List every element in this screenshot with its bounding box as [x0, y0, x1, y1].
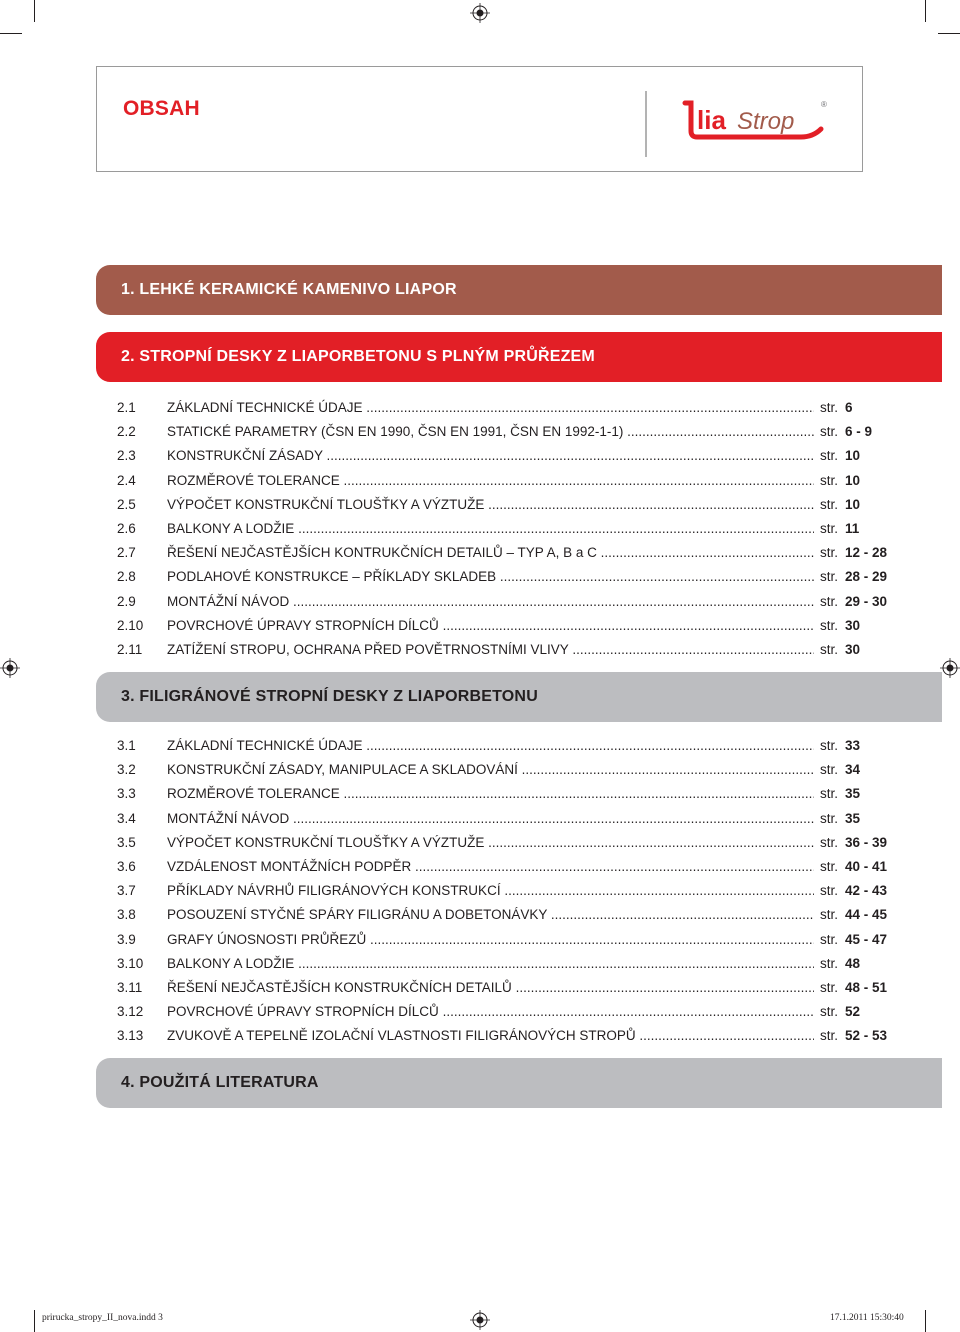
svg-text:lia: lia [697, 105, 726, 135]
crop-mark-bottom-right [925, 1310, 926, 1332]
toc-entry-page: 48 - 51 [845, 979, 888, 995]
toc-entry-title: VÝPOČET KONSTRUKČNÍ TLOUŠŤKY A VÝZTUŽE ..... [167, 493, 834, 517]
toc-entry-title: MONTÁŽNÍ NÁVOD ..... [167, 807, 834, 831]
section-heading-1: 1. LEHKÉ KERAMICKÉ KAMENIVO LIAPOR [96, 265, 942, 315]
crop-mark-left-top [0, 33, 22, 34]
toc-entry [117, 396, 907, 420]
toc-entry [117, 952, 907, 976]
toc-entry-page: 29 - 30 [845, 593, 888, 609]
toc-entry-number: 2.6 [117, 520, 136, 536]
toc-entry-str-label: str. [814, 638, 838, 662]
toc-entry [117, 638, 907, 662]
toc-entry-str-label: str. [814, 879, 838, 903]
section-heading-4: 4. POUŽITÁ LITERATURA [96, 1058, 942, 1108]
section-heading-3: 3. FILIGRÁNOVÉ STROPNÍ DESKY Z LIAPORBETONU [96, 672, 942, 722]
toc-entry-page: 35 [845, 786, 861, 802]
toc-entry-title: KONSTRUKČNÍ ZÁSADY ..... [167, 444, 834, 468]
registration-mark-icon [940, 658, 960, 678]
registration-mark-icon [0, 658, 20, 678]
toc-entry [117, 614, 907, 638]
toc-entry-number: 2.8 [117, 569, 136, 585]
toc-entry-str-label: str. [814, 493, 838, 517]
toc-entry-title: POVRCHOVÉ ÚPRAVY STROPNÍCH DÍLCŮ ..... [167, 614, 834, 638]
toc-entry-title: ZÁKLADNÍ TECHNICKÉ ÚDAJE ..... [167, 396, 834, 420]
toc-entry [117, 444, 907, 468]
toc-entry [117, 976, 907, 1000]
crop-mark-right-top [938, 33, 960, 34]
toc-entry [117, 855, 907, 879]
toc-entry-title: STATICKÉ PARAMETRY (ČSN EN 1990, ČSN EN 1991, ČSN EN 1992-1-1) ..... [167, 420, 834, 444]
toc-entry-number: 3.3 [117, 786, 136, 802]
toc-entry-page: 10 [845, 472, 861, 488]
svg-text:®: ® [821, 100, 827, 109]
toc-entry-str-label: str. [814, 855, 838, 879]
toc-entry-number: 2.4 [117, 472, 136, 488]
toc-entry-title: ZÁKLADNÍ TECHNICKÉ ÚDAJE ..... [167, 734, 834, 758]
section-heading-2: 2. STROPNÍ DESKY Z LIAPORBETONU S PLNÝM PRŮŘEZEM [96, 332, 942, 382]
toc-entry-title: ROZMĚROVÉ TOLERANCE ..... [167, 469, 834, 493]
toc-entry-title: ZVUKOVĚ A TEPELNĚ IZOLAČNÍ VLASTNOSTI FILIGRÁNOVÝCH STROPŮ ..... [167, 1024, 834, 1048]
toc-entry-page: 35 [845, 810, 861, 826]
toc-entry [117, 1000, 907, 1024]
toc-entry [117, 420, 907, 444]
footer-timestamp: 17.1.2011 15:30:40 [830, 1313, 904, 1323]
toc-entry-str-label: str. [814, 517, 838, 541]
toc-entry-number: 3.1 [117, 738, 136, 753]
toc-entry [117, 928, 907, 952]
registration-mark-icon [470, 1310, 490, 1330]
toc-entry-str-label: str. [814, 565, 838, 589]
toc-entry [117, 758, 907, 782]
toc-entry-title: ŘEŠENÍ NEJČASTĚJŠÍCH KONTRUKČNÍCH DETAILŮ – TYP A, B a C ..... [167, 541, 834, 565]
toc-entry-title: ROZMĚROVÉ TOLERANCE ..... [167, 782, 834, 806]
toc-entry-str-label: str. [814, 541, 838, 565]
toc-entry-number: 3.4 [117, 810, 136, 826]
toc-entry-str-label: str. [814, 976, 838, 1000]
toc-entry-number: 3.6 [117, 858, 136, 874]
toc-entry-title: BALKONY A LODŽIE ..... [167, 517, 834, 541]
toc-entry [117, 590, 907, 614]
toc-entry-str-label: str. [814, 903, 838, 927]
toc-entry-title: POVRCHOVÉ ÚPRAVY STROPNÍCH DÍLCŮ ..... [167, 1000, 834, 1024]
toc-entry-str-label: str. [814, 590, 838, 614]
registration-mark-icon [470, 3, 490, 23]
toc-entry-title: VZDÁLENOST MONTÁŽNÍCH PODPĚR ..... [167, 855, 834, 879]
toc-entry-number: 2.11 [117, 641, 143, 657]
toc-entry [117, 565, 907, 589]
toc-entry [117, 469, 907, 493]
toc-entry-page: 30 [845, 617, 861, 633]
toc-entry-page: 45 - 47 [845, 931, 888, 947]
toc-entry-str-label: str. [814, 952, 838, 976]
toc-entry [117, 879, 907, 903]
toc-list-section-3 [117, 734, 907, 1048]
toc-entry [117, 1024, 907, 1048]
toc-entry-title: VÝPOČET KONSTRUKČNÍ TLOUŠŤKY A VÝZTUŽE ..... [167, 831, 834, 855]
toc-entry-number: 3.10 [117, 955, 144, 971]
toc-entry-page: 33 [845, 738, 861, 753]
crop-mark-bottom-left [34, 1310, 35, 1332]
toc-entry-number: 2.1 [117, 400, 136, 415]
toc-entry-number: 2.3 [117, 448, 136, 464]
toc-entry-number: 3.9 [117, 931, 136, 947]
crop-mark-top-left [34, 0, 35, 22]
toc-entry [117, 517, 907, 541]
page-title: OBSAH [123, 97, 200, 120]
toc-entry-str-label: str. [814, 831, 838, 855]
toc-entry-page: 40 - 41 [845, 858, 888, 874]
toc-entry-title: POSOUZENÍ STYČNÉ SPÁRY FILIGRÁNU A DOBETONÁVKY ..... [167, 903, 834, 927]
toc-entry [117, 903, 907, 927]
toc-entry-str-label: str. [814, 782, 838, 806]
toc-entry-number: 3.5 [117, 834, 136, 850]
toc-entry-page: 6 [845, 400, 853, 415]
toc-entry [117, 541, 907, 565]
toc-entry-number: 3.13 [117, 1028, 144, 1044]
toc-entry-title: ZATÍŽENÍ STROPU, OCHRANA PŘED POVĚTRNOSTNÍMI VLIVY ..... [167, 638, 834, 662]
footer-file-info: prirucka_stropy_II_nova.indd 3 [42, 1313, 163, 1323]
toc-entry-number: 3.11 [117, 979, 143, 995]
toc-entry-title: GRAFY ÚNOSNOSTI PRŮŘEZŮ ..... [167, 928, 834, 952]
toc-entry-page: 48 [845, 955, 861, 971]
toc-entry-str-label: str. [814, 928, 838, 952]
toc-entry-str-label: str. [814, 444, 838, 468]
header-box [96, 66, 863, 172]
toc-entry-title: PODLAHOVÉ KONSTRUKCE – PŘÍKLADY SKLADEB ..... [167, 565, 834, 589]
toc-entry-str-label: str. [814, 420, 838, 444]
toc-entry-number: 3.7 [117, 883, 136, 899]
toc-entry-number: 2.9 [117, 593, 136, 609]
toc-entry-page: 28 - 29 [845, 569, 888, 585]
toc-entry-str-label: str. [814, 469, 838, 493]
toc-list-section-2 [117, 396, 907, 662]
toc-entry [117, 782, 907, 806]
svg-text:Strop: Strop [737, 108, 795, 135]
toc-entry-title: ŘEŠENÍ NEJČASTĚJŠÍCH KONSTRUKČNÍCH DETAILŮ ..... [167, 976, 834, 1000]
toc-entry-title: BALKONY A LODŽIE ..... [167, 952, 834, 976]
toc-entry-number: 2.7 [117, 545, 136, 561]
toc-entry-str-label: str. [814, 396, 838, 420]
toc-entry [117, 807, 907, 831]
toc-entry-page: 44 - 45 [845, 907, 888, 923]
toc-entry-title: KONSTRUKČNÍ ZÁSADY, MANIPULACE A SKLADOVÁNÍ ..... [167, 758, 834, 782]
toc-entry-number: 2.2 [117, 424, 136, 440]
toc-entry-str-label: str. [814, 1000, 838, 1024]
toc-entry-number: 3.12 [117, 1004, 144, 1020]
toc-entry-number: 2.5 [117, 496, 136, 512]
toc-entry-title: MONTÁŽNÍ NÁVOD ..... [167, 590, 834, 614]
toc-entry-number: 2.10 [117, 617, 144, 633]
toc-entry-number: 3.2 [117, 762, 136, 778]
toc-entry-number: 3.8 [117, 907, 136, 923]
toc-entry-page: 52 [845, 1004, 861, 1020]
toc-entry-str-label: str. [814, 807, 838, 831]
liastrop-logo [681, 99, 831, 143]
toc-entry-page: 34 [845, 762, 861, 778]
crop-mark-top-right [925, 0, 926, 22]
toc-entry-page: 10 [845, 448, 861, 464]
toc-entry-page: 36 - 39 [845, 834, 888, 850]
toc-entry-page: 10 [845, 496, 861, 512]
toc-entry-str-label: str. [814, 1024, 838, 1048]
toc-entry [117, 734, 907, 758]
toc-entry [117, 831, 907, 855]
toc-entry-page: 12 - 28 [845, 545, 888, 561]
header-divider [645, 91, 647, 157]
toc-entry-str-label: str. [814, 758, 838, 782]
toc-entry-page: 30 [845, 641, 861, 657]
toc-entry-page: 42 - 43 [845, 883, 888, 899]
toc-entry-page: 52 - 53 [845, 1028, 888, 1044]
toc-entry-page: 6 - 9 [845, 424, 873, 440]
toc-entry [117, 493, 907, 517]
toc-entry-str-label: str. [814, 734, 838, 758]
toc-entry-title: PŘÍKLADY NÁVRHŮ FILIGRÁNOVÝCH KONSTRUKCÍ ..... [167, 879, 834, 903]
toc-entry-str-label: str. [814, 614, 838, 638]
toc-entry-page: 11 [845, 520, 860, 536]
